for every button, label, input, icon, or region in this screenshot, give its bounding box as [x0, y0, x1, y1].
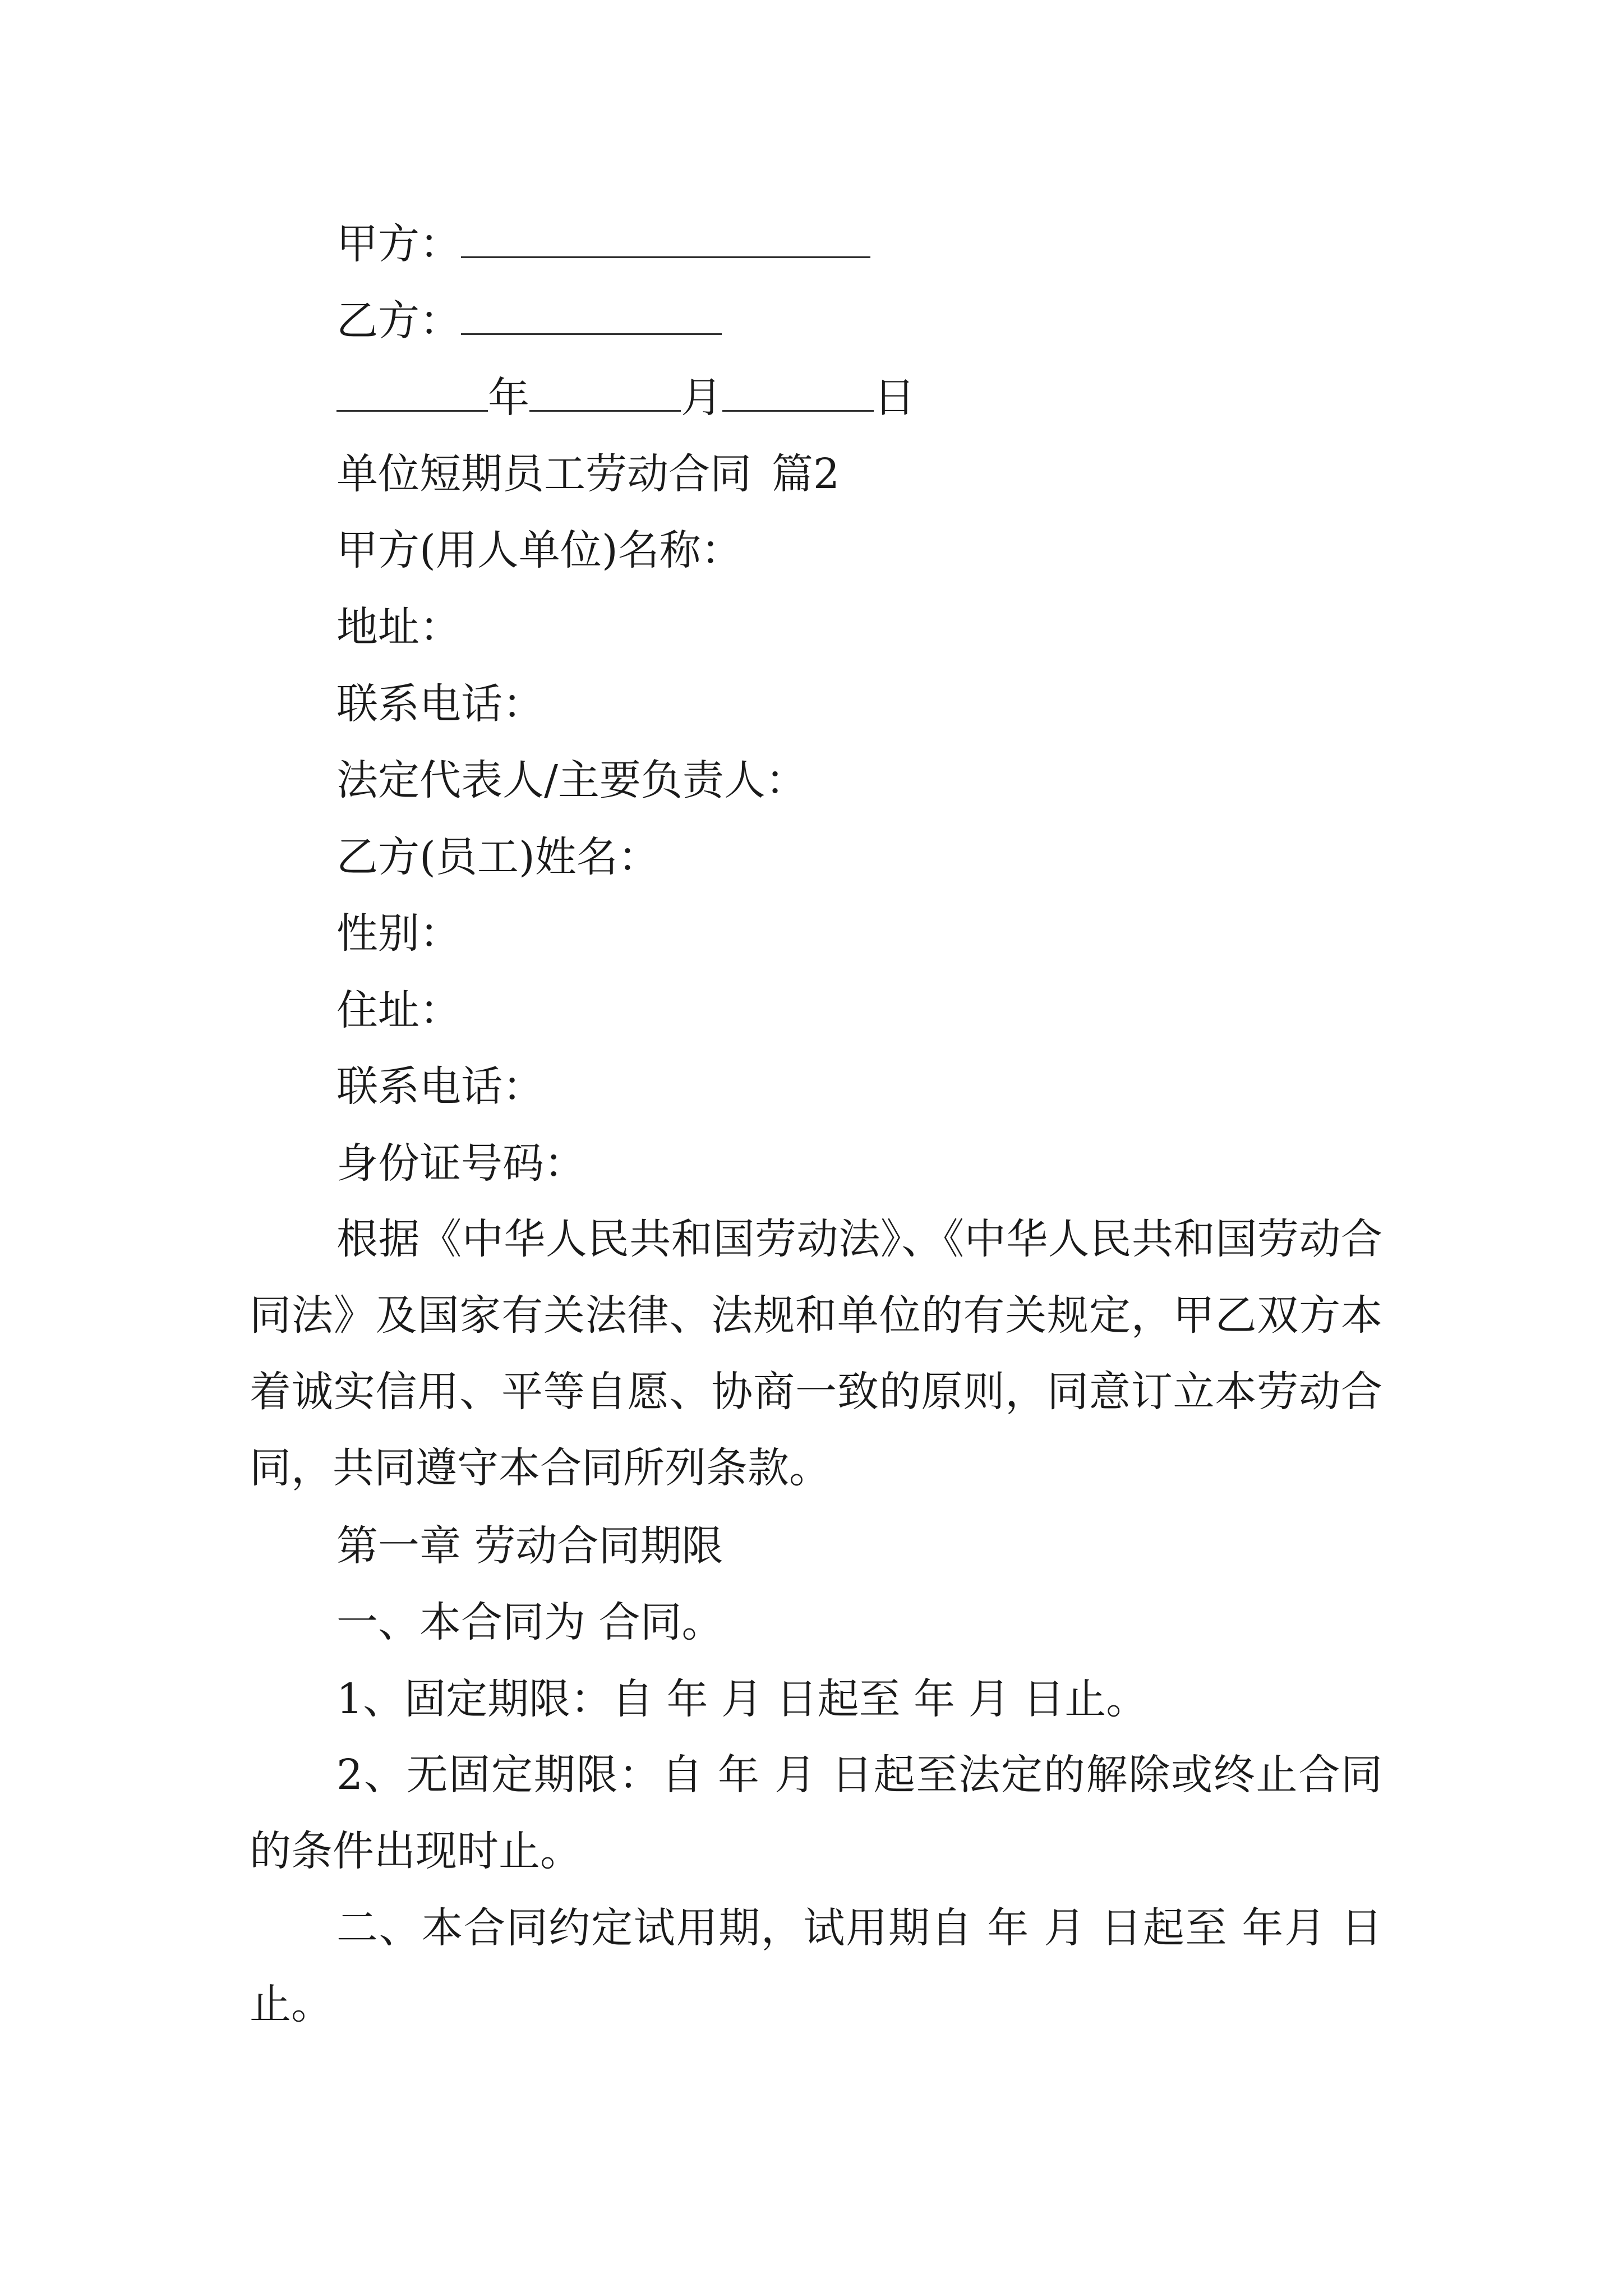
month-label: 月 [681, 374, 722, 422]
month-blank [529, 380, 681, 412]
year-label: 年 [488, 374, 529, 422]
section-suffix: 篇2 [772, 450, 840, 498]
section-title: 单位短期员工劳动合同 [336, 450, 751, 498]
field-employee-phone: 联系电话： [336, 1062, 544, 1111]
field-id-number: 身份证号码： [336, 1139, 585, 1188]
field-employer-address: 地址： [336, 603, 461, 651]
section-heading [336, 450, 840, 498]
field-gender: 性别： [336, 909, 461, 958]
party-a-label: 甲方： [336, 220, 461, 268]
party-b-signature-line [336, 297, 722, 345]
day-label: 日 [874, 374, 915, 422]
party-a-signature-line [336, 220, 870, 268]
clause-probation-period: 二、本合同约定试用期，试用期自 年 月 日起至 年月 日止。 [250, 1904, 1382, 2028]
field-employee-name: 乙方(员工)姓名： [336, 833, 660, 881]
party-b-blank [461, 303, 722, 335]
signature-date-line [336, 374, 915, 422]
year-blank [336, 380, 488, 412]
field-residence: 住址： [336, 986, 461, 1034]
clause-fixed-term: 1、固定期限：自 年 月 日起至 年 月 日止。 [336, 1675, 1148, 1723]
preamble-paragraph: 根据《中华人民共和国劳动法》、《中华人民共和国劳动合同法》及国家有关法律、法规和单位的有关规定，甲乙双方本着诚实信用、平等自愿、协商一致的原则，同意订立本劳动合同，共同遵守本合同所列条款。 [250, 1215, 1382, 1492]
party-b-label: 乙方： [336, 297, 461, 345]
day-blank [722, 380, 874, 412]
chapter-heading: 第一章 劳动合同期限 [336, 1522, 723, 1570]
field-employer-name: 甲方(用人单位)名称： [336, 526, 743, 574]
clause-contract-type: 一、本合同为 合同。 [336, 1598, 723, 1646]
clause-open-ended-term: 2、无固定期限：自 年 月 日起至法定的解除或终止合同的条件出现时止。 [250, 1751, 1382, 1875]
field-employer-phone: 联系电话： [336, 680, 544, 728]
party-a-blank [461, 226, 870, 258]
field-legal-representative: 法定代表人/主要负责人： [336, 756, 807, 804]
